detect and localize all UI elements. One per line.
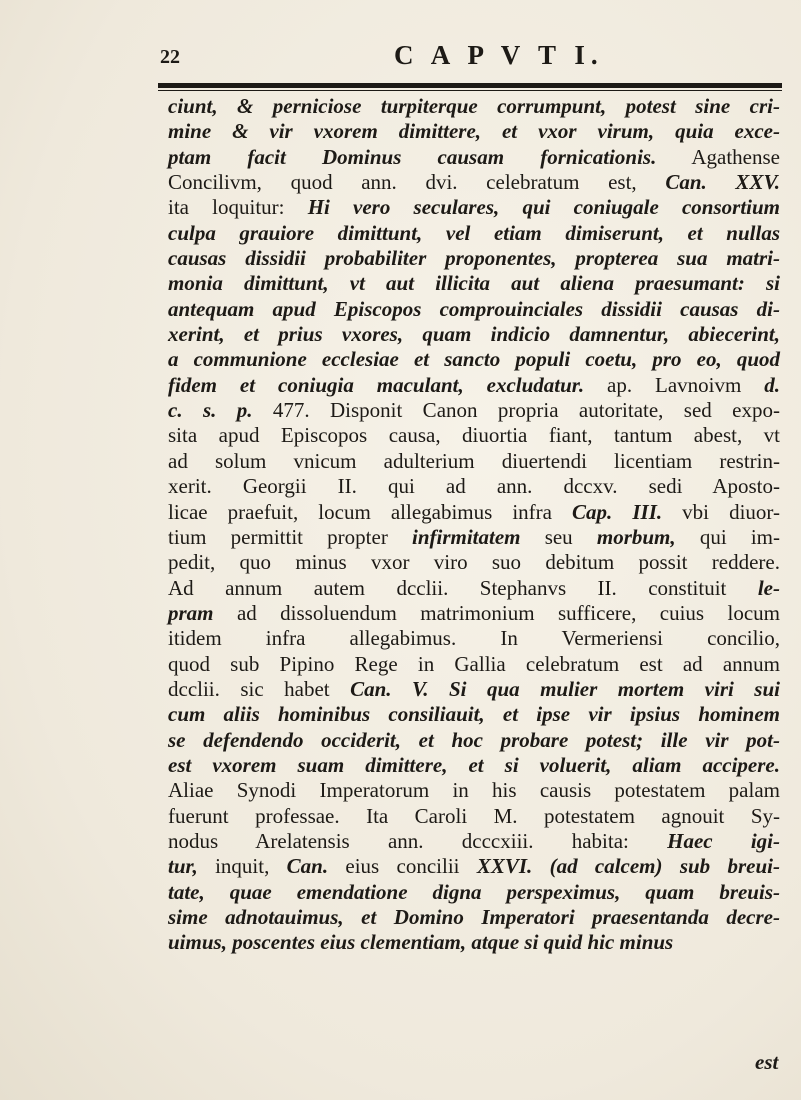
text-line xyxy=(168,221,780,246)
catchword: est xyxy=(755,1050,779,1074)
text-line xyxy=(168,677,780,702)
text-line xyxy=(168,119,780,144)
text-segment: eius concilii xyxy=(328,854,477,879)
italic-segment: ptam facit Dominus causam fornicationis. xyxy=(168,144,657,169)
text-segment: pedit, quo minus vxor viro suo debitum possit reddere. xyxy=(168,550,780,575)
text-line xyxy=(168,702,780,727)
italic-segment: Hi vero seculares, qui coniugale consortium xyxy=(307,195,781,220)
text-segment: ad dissoluendum matrimonium sufficere, cuius locum xyxy=(213,600,780,625)
italic-segment: culpa grauiore dimittunt, vel etiam dimiserunt, et nullas xyxy=(168,220,780,245)
text-line xyxy=(168,271,780,296)
text-segment: Concilivm, quod ann. dvi. celebratum est, xyxy=(168,170,666,195)
italic-segment: tur, xyxy=(168,854,198,879)
italic-segment: uimus, poscentes eius clementiam, atque si quid hic minus xyxy=(168,930,674,955)
italic-segment: tate, quae emendatione digna perspeximus, quam breuis- xyxy=(168,879,780,904)
text-segment: Agathense xyxy=(656,144,780,169)
italic-segment: Can. V. Si qua mulier mortem viri sui xyxy=(350,676,780,701)
italic-segment: Haec igi- xyxy=(667,828,781,853)
text-line xyxy=(168,297,780,322)
text-segment: qui im- xyxy=(675,524,781,549)
text-segment: licae praefuit, locum allegabimus infra xyxy=(168,499,573,524)
text-line xyxy=(168,829,780,854)
text-segment: sita apud Episcopos causa, diuortia fiant, tantum abest, vt xyxy=(168,423,780,448)
text-line xyxy=(168,728,780,753)
italic-segment: mine & vir vxorem dimittere, et vxor virum, quia exce- xyxy=(168,119,780,144)
text-line xyxy=(168,347,780,372)
text-line xyxy=(168,905,780,930)
text-line xyxy=(168,449,780,474)
text-line xyxy=(168,322,780,347)
italic-segment: causas dissidii probabiliter proponentes, propterea sua matri- xyxy=(168,246,780,271)
text-segment: 477. Disponit Canon propria autoritate, sed expo- xyxy=(252,398,780,423)
text-line xyxy=(168,170,780,195)
text-line xyxy=(168,804,780,829)
text-segment: fuerunt professae. Ita Caroli M. potestatem agnouit Sy- xyxy=(168,803,780,828)
text-segment: Aliae Synodi Imperatorum in his causis potestatem palam xyxy=(168,778,780,803)
text-segment: inquit, xyxy=(197,854,287,879)
text-line xyxy=(168,652,780,677)
italic-segment: XXVI. (ad calcem) sub breui- xyxy=(476,854,780,879)
italic-segment: monia dimittunt, vt aut illicita aut aliena praesumant: si xyxy=(168,271,780,296)
text-segment: tium permittit propter xyxy=(168,524,412,549)
text-line xyxy=(168,94,780,119)
italic-segment: est vxorem suam dimittere, et si voluerit, aliam accipere. xyxy=(168,752,780,777)
text-line xyxy=(168,423,780,448)
text-line xyxy=(168,880,780,905)
italic-segment: d. xyxy=(764,372,781,397)
text-line xyxy=(168,550,780,575)
text-line xyxy=(168,500,780,525)
italic-segment: sime adnotauimus, et Domino Imperatori praesentanda decre- xyxy=(168,905,780,929)
text-line xyxy=(168,778,780,803)
italic-segment: Can. XXV. xyxy=(665,170,780,195)
text-segment: vbi diuor- xyxy=(662,499,780,524)
italic-segment: fidem et coniugia maculant, excludatur. xyxy=(168,372,585,397)
italic-segment: infirmitatem xyxy=(412,524,521,549)
italic-segment: a communione ecclesiae et sancto populi coetu, pro eo, quod xyxy=(168,347,780,372)
italic-segment: morbum, xyxy=(596,524,676,549)
text-line xyxy=(168,474,780,499)
text-line xyxy=(168,626,780,651)
text-line xyxy=(168,854,780,879)
italic-segment: ciunt, & perniciose turpiterque corrumpunt, potest sine cri- xyxy=(168,94,780,118)
text-line xyxy=(168,398,780,423)
body-text xyxy=(168,94,780,956)
italic-segment: antequam apud Episcopos comprouinciales dissidii causas di- xyxy=(168,296,780,321)
running-title: C A P V T I. xyxy=(394,40,604,70)
text-segment: Ad annum autem dcclii. Stephanvs II. constituit xyxy=(168,575,758,600)
italic-segment: Can. xyxy=(286,854,329,879)
text-line xyxy=(168,145,780,170)
text-segment: ad solum vnicum adulterium diuertendi licentiam restrin- xyxy=(168,448,780,473)
text-line xyxy=(168,930,780,955)
italic-segment: c. s. p. xyxy=(168,398,253,423)
text-segment: ap. Lavnoivm xyxy=(584,372,765,397)
text-line xyxy=(168,753,780,778)
text-segment: xerit. Georgii II. qui ad ann. dccxv. sedi Aposto- xyxy=(168,474,780,499)
italic-segment: le- xyxy=(757,575,780,600)
text-line xyxy=(168,373,780,398)
text-line xyxy=(168,195,780,220)
text-line xyxy=(168,246,780,271)
italic-segment: xerint, et prius vxores, quam indicio damnentur, abiecerint, xyxy=(168,322,780,347)
italic-segment: Cap. III. xyxy=(572,499,663,524)
text-line xyxy=(168,576,780,601)
page-header xyxy=(160,40,780,80)
text-line xyxy=(168,601,780,626)
page-number: 22 xyxy=(160,46,180,68)
header-rule xyxy=(158,83,782,88)
italic-segment: cum aliis hominibus consiliauit, et ipse vir ipsius hominem xyxy=(168,702,780,727)
text-segment: dcclii. sic habet xyxy=(168,676,351,701)
text-segment: ita loquitur: xyxy=(168,195,308,220)
text-segment: itidem infra allegabimus. In Vermeriensi concilio, xyxy=(168,626,780,651)
italic-segment: pram xyxy=(168,600,214,625)
italic-segment: se defendendo occiderit, et hoc probare potest; ille vir pot- xyxy=(168,727,780,752)
text-segment: nodus Arelatensis ann. dcccxiii. habita: xyxy=(168,828,668,853)
text-line xyxy=(168,525,780,550)
text-segment: quod sub Pipino Rege in Gallia celebratum est ad annum xyxy=(168,651,780,676)
text-segment: seu xyxy=(520,524,597,549)
